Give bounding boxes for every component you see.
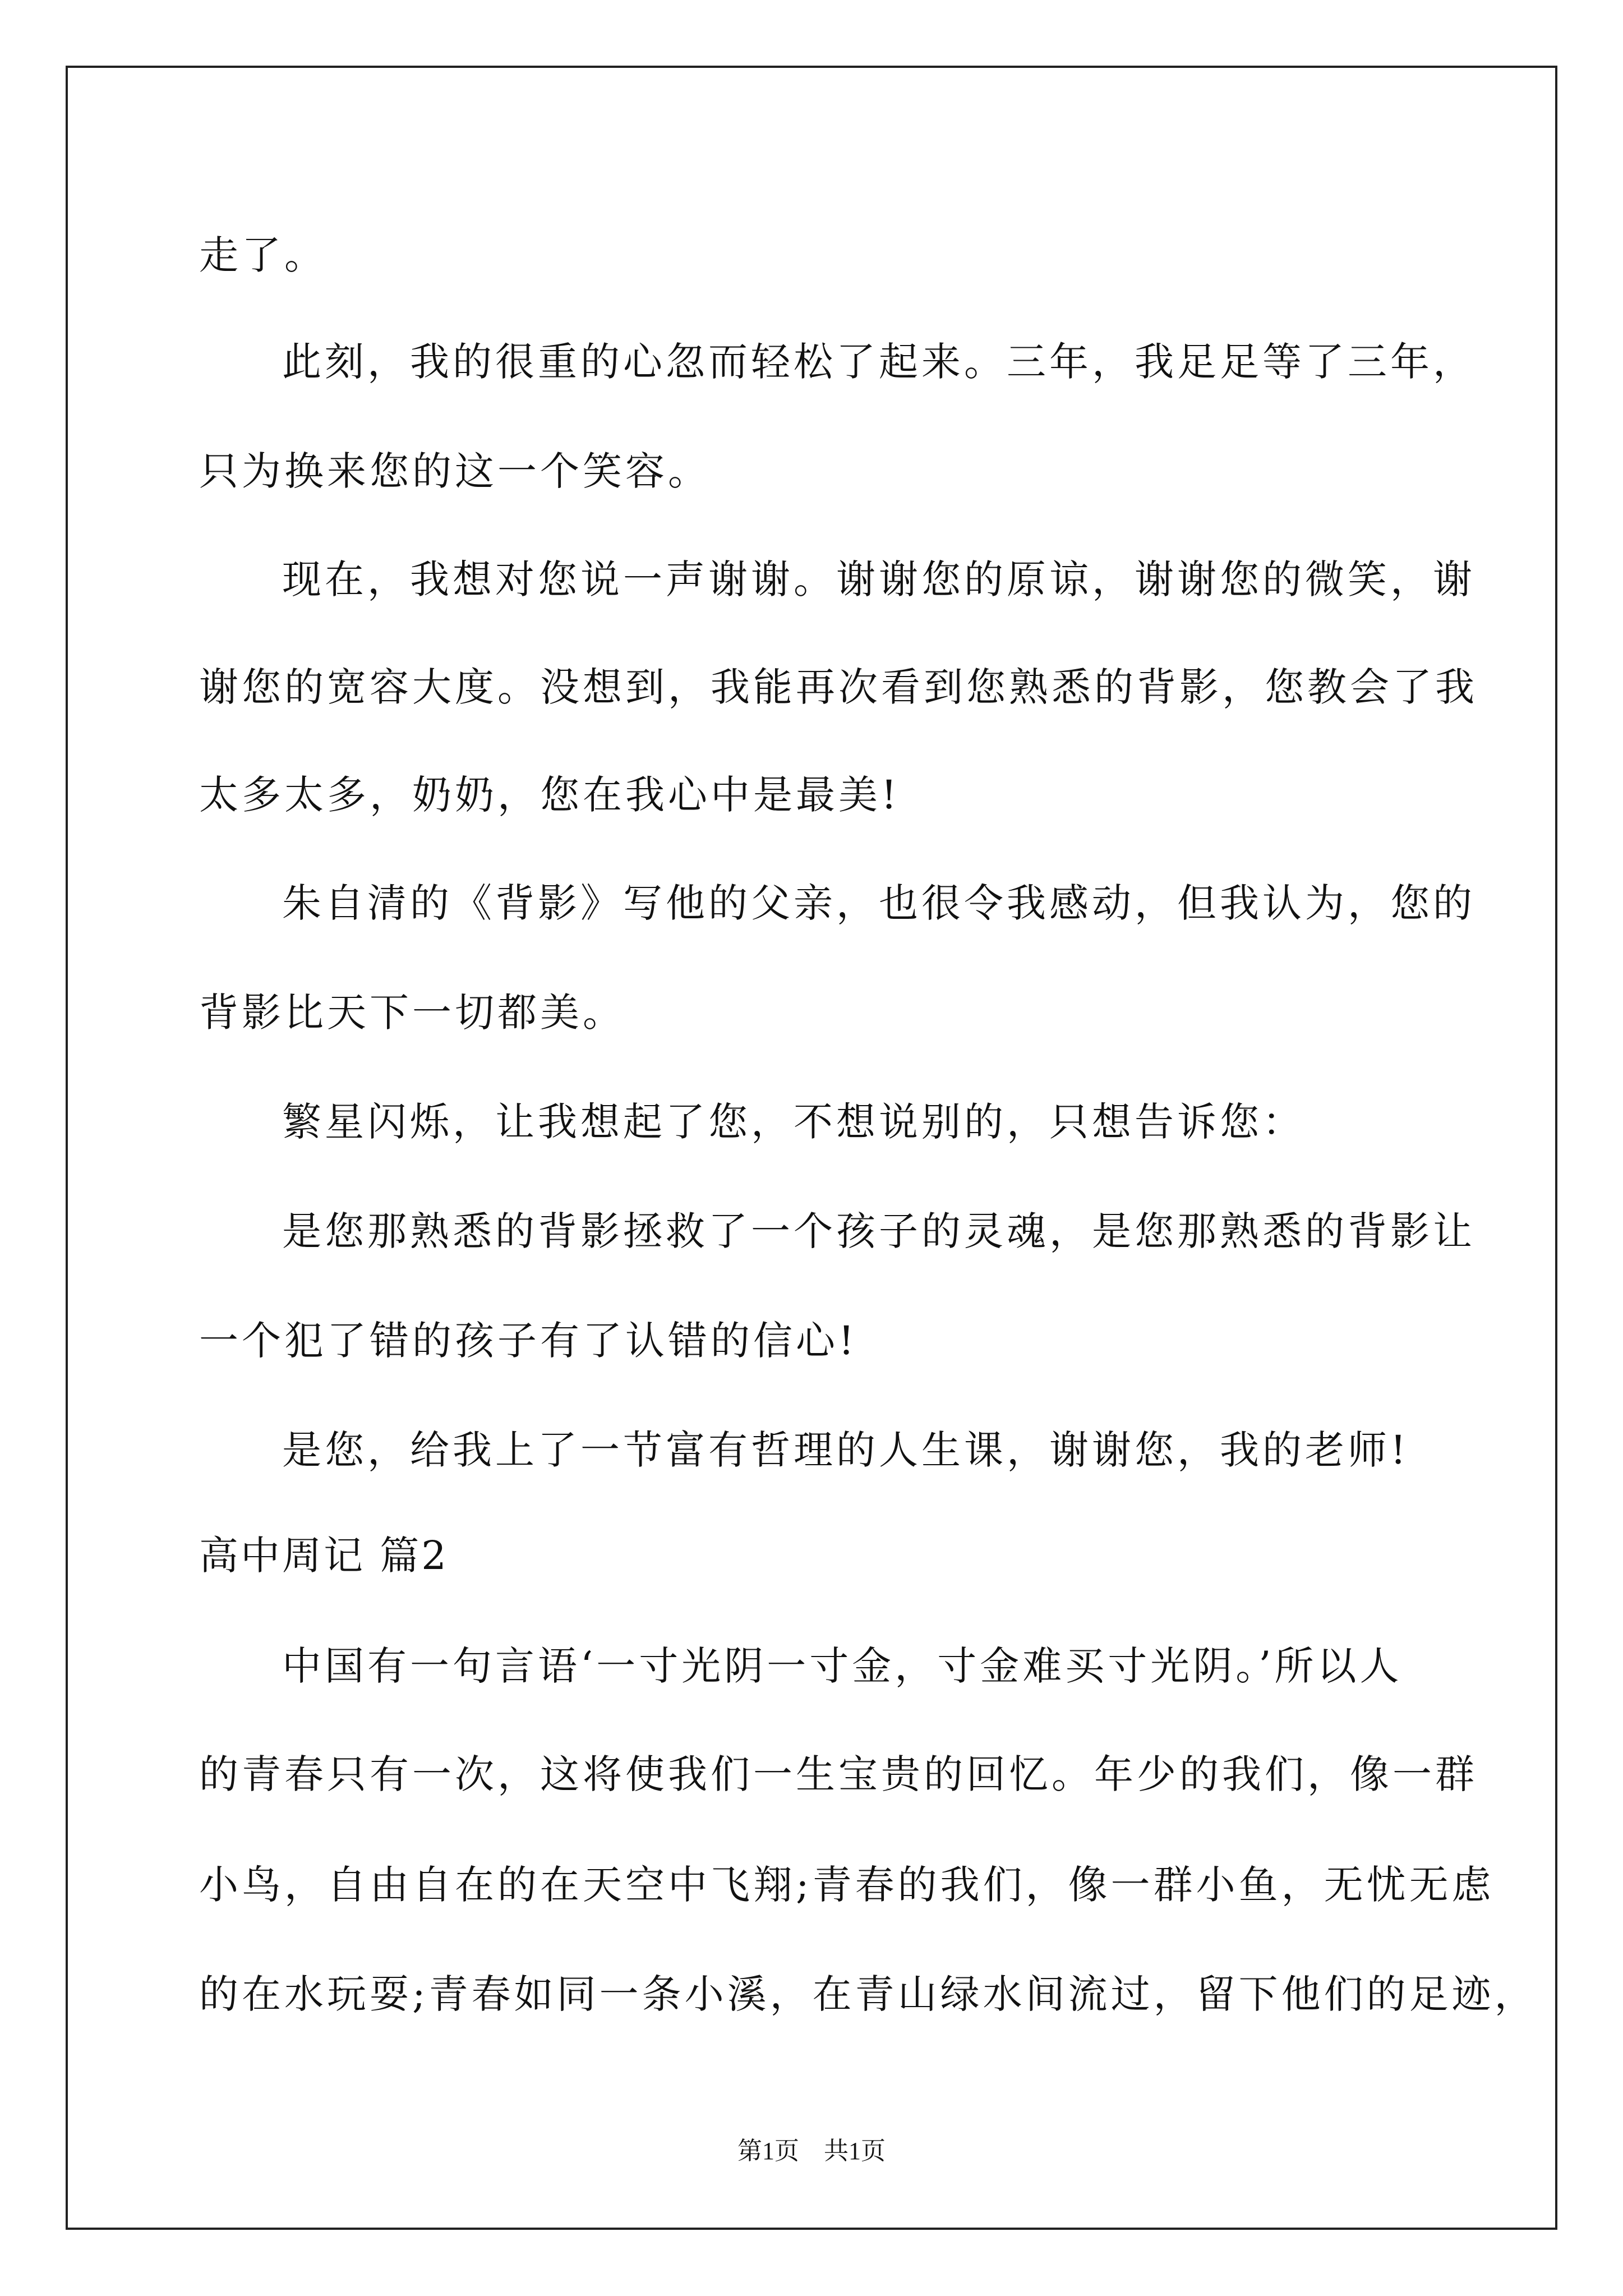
text-line: 一个犯了错的孩子有了认错的信心! bbox=[199, 1318, 858, 1364]
text-line: 的青春只有一次，这将使我们一生宝贵的回忆。年少的我们，像一群 bbox=[199, 1751, 1478, 1797]
text-line: 朱自清的《背影》写他的父亲，也很令我感动，但我认为，您的 bbox=[282, 880, 1476, 926]
text-line: 小鸟，自由自在的在天空中飞翔;青春的我们，像一群小鱼，无忧无虑 bbox=[199, 1862, 1495, 1908]
text-line: 此刻，我的很重的心忽而轻松了起来。三年，我足足等了三年， bbox=[282, 339, 1476, 385]
text-line: 是您那熟悉的背影拯救了一个孩子的灵魂，是您那熟悉的背影让 bbox=[282, 1208, 1476, 1254]
text-line: 现在，我想对您说一声谢谢。谢谢您的原谅，谢谢您的微笑，谢 bbox=[282, 556, 1476, 602]
text-line: 谢您的宽容大度。没想到，我能再次看到您熟悉的背影，您教会了我 bbox=[199, 664, 1478, 710]
text-line: 只为换来您的这一个笑容。 bbox=[199, 448, 711, 494]
text-line: 繁星闪烁，让我想起了您，不想说别的，只想告诉您： bbox=[282, 1099, 1305, 1145]
page-number: 第1页 共1页 bbox=[737, 2137, 886, 2165]
text-line: 走了。 bbox=[199, 232, 327, 278]
text-line: 的在水玩耍;青春如同一条小溪，在青山绿水间流过，留下他们的足迹， bbox=[199, 1971, 1537, 2017]
text-line: 太多太多，奶奶，您在我心中是最美! bbox=[199, 772, 901, 818]
text-line: 中国有一句言语‘一寸光阴一寸金，寸金难买寸光阴。’所以人 bbox=[282, 1643, 1403, 1689]
section-heading: 高中周记 篇2 bbox=[199, 1533, 449, 1579]
text-line: 背影比天下一切都美。 bbox=[199, 990, 625, 1036]
text-line: 是您，给我上了一节富有哲理的人生课，谢谢您，我的老师! bbox=[282, 1427, 1410, 1473]
